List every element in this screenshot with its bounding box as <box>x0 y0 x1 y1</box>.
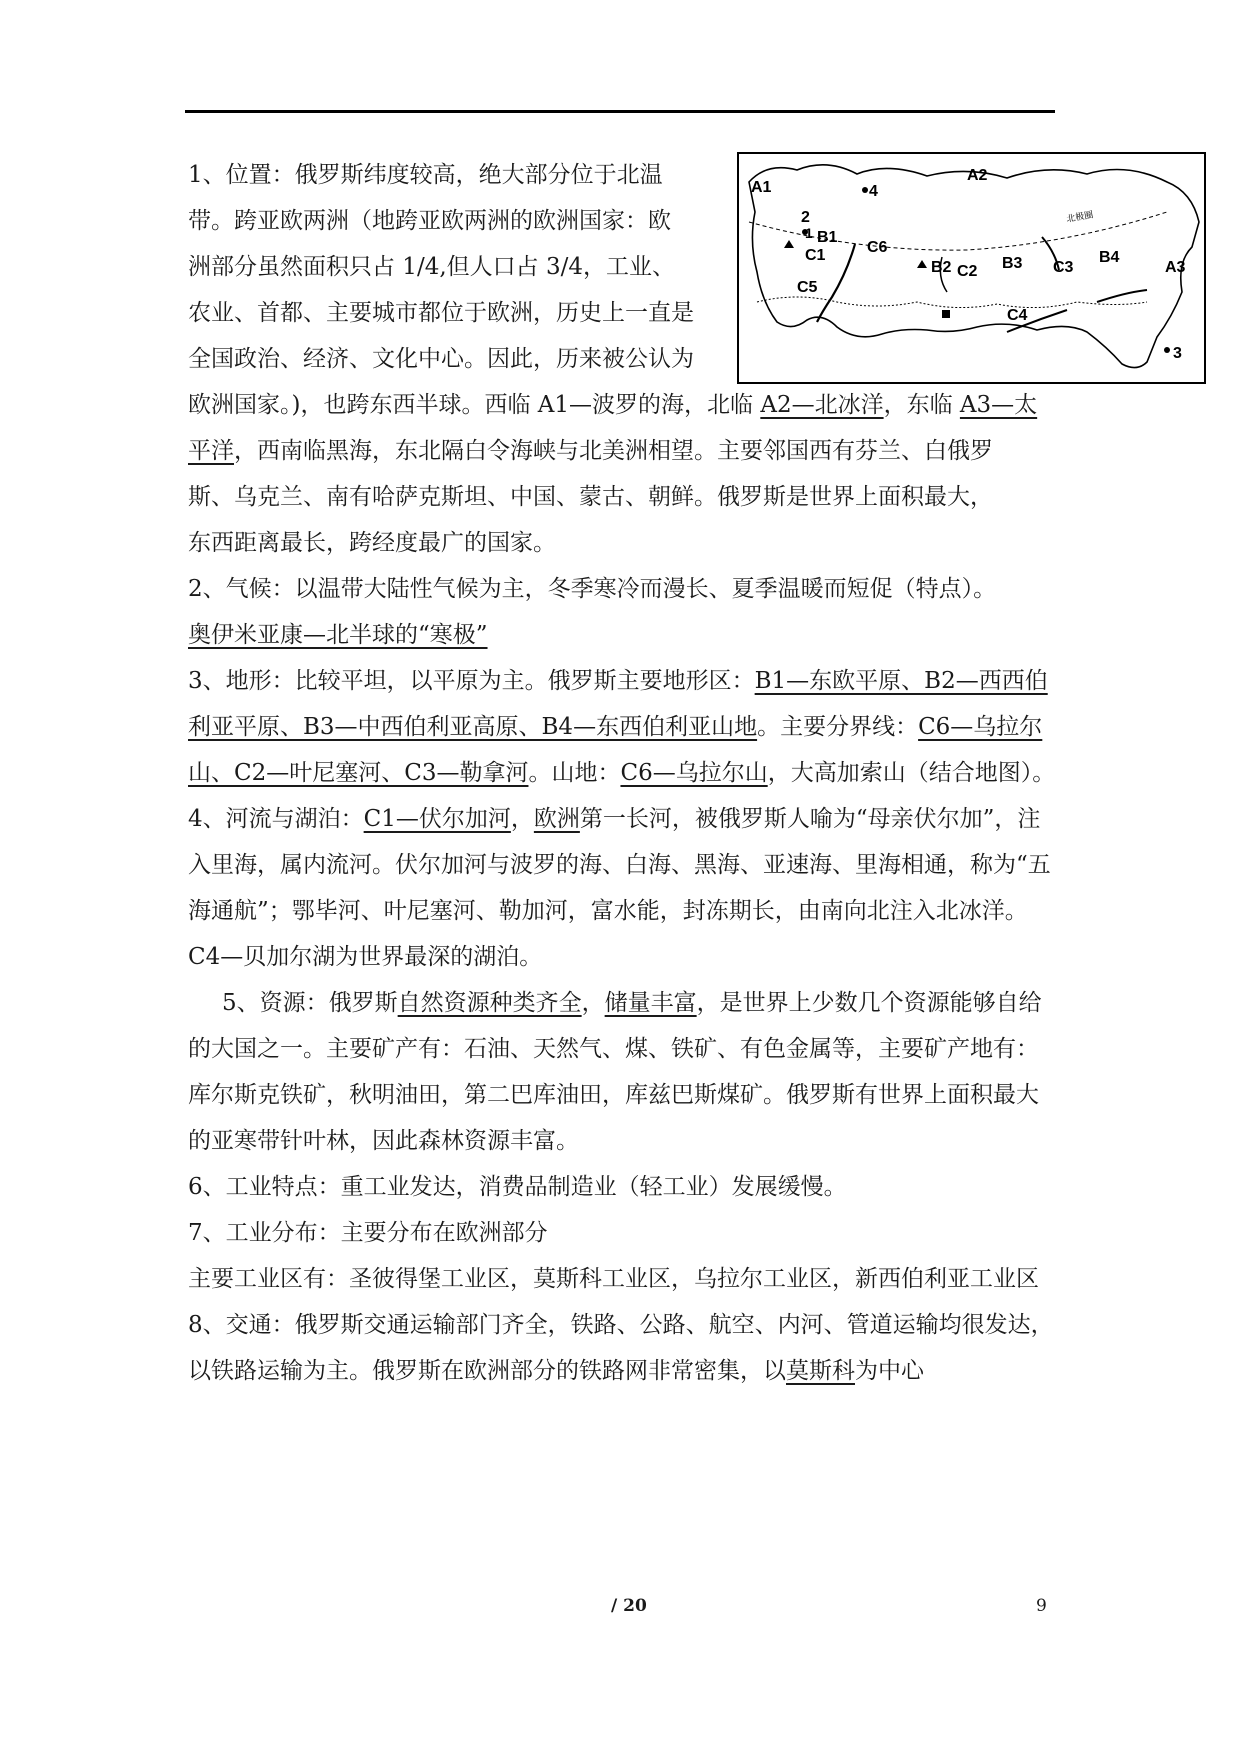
map-label-c1: C1 <box>805 247 826 264</box>
section-location <box>188 152 1056 566</box>
map-label-c4: C4 <box>1007 307 1028 324</box>
section-resources <box>188 980 1056 1164</box>
map-label-arctic: 北极圈 <box>1065 210 1095 225</box>
location-line: 东西距离最长，跨经度最广的国家。 <box>188 530 556 556</box>
resources-text: ，是世界上少数几个资源能够自给的大国之一。主要矿产有：石油、天然气、煤、铁矿、有色金属等，主要矿产地有：库尔斯克铁矿，秋明油田，第二巴库油田，库兹巴斯煤矿。俄罗斯有世界上面积最大的亚寒带针叶林，因此森林资源丰富。 <box>188 990 1042 1154</box>
section-industry-features: 6、工业特点：重工业发达，消费品制造业（轻工业）发展缓慢。 <box>188 1174 847 1200</box>
map-point-3 <box>1164 347 1170 353</box>
map-label-a2: A2 <box>967 167 988 184</box>
climate-cold-pole: 奥伊米亚康—北半球的“寒极” <box>188 622 488 648</box>
map-label-c6: C6 <box>867 239 888 256</box>
terrain-text: 。山地： <box>528 760 621 786</box>
location-line: 斯、乌克兰、南有哈萨克斯坦、中国、蒙古、朝鲜。俄罗斯是世界上面积最大， <box>188 484 993 510</box>
resources-text: ， <box>581 990 605 1016</box>
industry-distribution-line: 主要工业区有：圣彼得堡工业区，莫斯科工业区，乌拉尔工业区，新西伯利亚工业区 <box>188 1266 1039 1292</box>
resources-variety: 自然资源种类齐全 <box>397 990 582 1016</box>
rivers-volga: C1—伏尔加河 <box>363 806 511 832</box>
industry-distribution-line: 7、工业分布：主要分布在欧洲部分 <box>188 1220 548 1246</box>
location-text: 欧洲国家。)，也跨东西半球。西临 A1—波罗的海，北临 <box>188 392 761 418</box>
location-underlined-a2: A2—北冰洋 <box>760 392 884 418</box>
climate-line: 2、气候：以温带大陆性气候为主，冬季寒冷而漫长、夏季温暖而短促（特点）。 <box>188 576 997 602</box>
map-label-a3: A3 <box>1165 259 1186 276</box>
map-label-n3: 3 <box>1173 345 1182 362</box>
document-body <box>188 152 1056 1394</box>
terrain-text: ，大高加索山（结合地图）。 <box>767 760 1056 786</box>
section-rivers <box>188 796 1056 980</box>
map-label-b1: B1 <box>817 229 838 246</box>
map-label-n1: 1 <box>805 225 813 241</box>
location-line: 洲部分虽然面积只占 1/4,但人口占 3/4，工业、 <box>188 254 675 280</box>
rivers-text: ， <box>510 806 534 832</box>
location-text: ，东临 <box>883 392 960 418</box>
location-line: 全国政治、经济、文化中心。因此，历来被公认为 <box>188 346 694 372</box>
location-line: 带。跨亚欧两洲（地跨亚欧两洲的欧洲国家：欧 <box>188 208 671 234</box>
map-label-b4: B4 <box>1099 249 1120 266</box>
section-industry-distribution <box>188 1210 1056 1302</box>
map-label-c2: C2 <box>957 263 978 280</box>
location-line <box>188 382 1056 428</box>
location-line <box>188 428 1056 474</box>
section-transport <box>188 1302 1056 1394</box>
resources-text: 5、资源：俄罗斯 <box>222 990 398 1016</box>
location-text: ，西南临黑海，东北隔白令海峡与北美洲相望。主要邻国西有芬兰、白俄罗 <box>234 438 993 464</box>
map-label-c5: C5 <box>797 279 818 296</box>
location-line: 1、位置：俄罗斯纬度较高，绝大部分位于北温 <box>188 162 663 188</box>
footer-page-total: / 20 <box>611 1596 647 1616</box>
terrain-regions: B1—东欧平原、B2—西西伯利亚平原、B3—中西伯利亚高原、B4—东西伯利亚山地 <box>188 668 1048 740</box>
map-label-c3: C3 <box>1053 259 1074 276</box>
rivers-text: 4、河流与湖泊： <box>188 806 364 832</box>
map-label-b2: B2 <box>931 259 952 276</box>
rivers-europe: 欧洲 <box>533 806 580 832</box>
transport-moscow: 莫斯科 <box>786 1358 855 1384</box>
section-climate <box>188 566 1056 658</box>
transport-text: 8、交通：俄罗斯交通运输部门齐全，铁路、公路、航空、内河、管道运输均很发达，以铁路运输为主。俄罗斯在欧洲部分的铁路网非常密集，以 <box>188 1312 1054 1384</box>
section-terrain <box>188 658 1056 796</box>
location-line: 农业、首都、主要城市都位于欧洲，历史上一直是 <box>188 300 694 326</box>
map-label-n4: 4 <box>869 183 878 200</box>
terrain-text: 3、地形：比较平坦，以平原为主。俄罗斯主要地形区： <box>188 668 755 694</box>
terrain-mountain: C6—乌拉尔山 <box>620 760 768 786</box>
location-underlined-a3: A3—太 <box>959 392 1038 418</box>
map-label-a1: A1 <box>751 179 772 196</box>
header-rule <box>185 110 1055 113</box>
map-label-n2: 2 <box>801 209 810 226</box>
map-label-b3: B3 <box>1002 255 1023 272</box>
rivers-text: 第一长河，被俄罗斯人喻为“母亲伏尔加”，注入里海，属内流河。伏尔加河与波罗的海、白海、黑海、亚速海、里海相通，称为“五海通航”；鄂毕河、叶尼塞河、勒加河，富水能，封冻期长，由南向北注入北冰洋。C4—贝加尔湖为世界最深的湖泊。 <box>188 806 1051 970</box>
climate-line <box>188 612 1056 658</box>
terrain-text: 。主要分界线： <box>757 714 919 740</box>
transport-text: 为中心 <box>855 1358 924 1384</box>
footer-page-number: 9 <box>1036 1596 1047 1616</box>
location-underlined-pacific: 平洋 <box>188 438 234 464</box>
terrain-boundaries: C6—乌拉尔山、C2—叶尼塞河、C3—勒拿河 <box>188 714 1043 786</box>
resources-reserves: 储量丰富 <box>604 990 697 1016</box>
